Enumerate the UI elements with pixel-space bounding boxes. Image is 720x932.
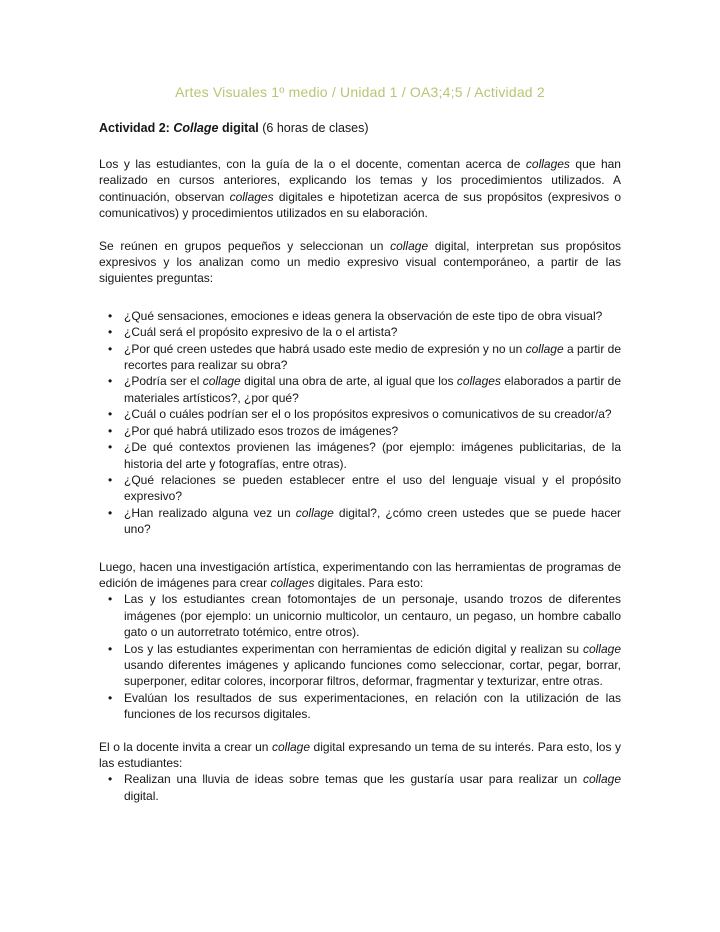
creation-steps-list — [99, 771, 621, 804]
question-item: • ¿Cuál o cuáles podrían ser el o los propósitos expresivos o comunicativos de su creador/a? — [99, 406, 621, 422]
activity-heading: Actividad 2: Collage digital (6 horas de clases) — [99, 121, 369, 135]
question-item: • ¿Por qué creen ustedes que habrá usado este medio de expresión y no un collage a partir de recortes para realizar su obra? — [99, 341, 621, 374]
questions-list — [99, 308, 621, 538]
creation-step-item: • Realizan una lluvia de ideas sobre temas que les gustaría usar para realizar un collage digital. — [99, 771, 621, 804]
research-step-item: • Evalúan los resultados de sus experimentaciones, en relación con la utilización de las funciones de los recursos digitales. — [99, 690, 621, 723]
question-item: • ¿De qué contextos provienen las imágenes? (por ejemplo: imágenes publicitarias, de la historia del arte y fotografías, entre otras). — [99, 439, 621, 472]
document-title: Artes Visuales 1º medio / Unidad 1 / OA3;4;5 / Actividad 2 — [175, 84, 545, 100]
research-step-item: • Los y las estudiantes experimentan con herramientas de edición digital y realizan su collage usando diferentes imágenes y aplicando funciones como seleccionar, cortar, pegar, borrar, superponer, editar colores, incorporar filtros, deformar, fragmentar y texturizar, entre otras. — [99, 641, 621, 690]
paragraph-group-work: Se reúnen en grupos pequeños y seleccionan un collage digital, interpretan sus propósitos expresivos y los analizan como un medio expresivo visual contemporáneo, a partir de las siguientes preguntas: — [99, 238, 621, 286]
question-item: • ¿Qué relaciones se pueden establecer entre el uso del lenguaje visual y el propósito expresivo? — [99, 472, 621, 505]
question-item: • ¿Por qué habrá utilizado esos trozos de imágenes? — [99, 423, 621, 439]
paragraph-teacher-invite: El o la docente invita a crear un collage digital expresando un tema de su interés. Para esto, los y las estudiantes: — [99, 739, 622, 770]
question-item: • ¿Han realizado alguna vez un collage digital?, ¿cómo creen ustedes que se puede hacer uno? — [99, 505, 621, 538]
paragraph-research-intro: Luego, hacen una investigación artística, experimentando con las herramientas de programas de edición de imágenes para crear collages digitales. Para esto: — [99, 559, 621, 590]
question-item: • ¿Qué sensaciones, emociones e ideas genera la observación de este tipo de obra visual? — [99, 308, 621, 324]
research-steps-list — [99, 591, 621, 722]
paragraph-intro: Los y las estudiantes, con la guía de la o el docente, comentan acerca de collages que han realizado en cursos anteriores, explicando los temas y los procedimientos utilizados. A continuación, observan collages digitales e hipotetizan acerca de sus propósitos (expresivos o comunicativos) y procedimientos utilizados en su elaboración. — [99, 157, 621, 221]
question-item: • ¿Podría ser el collage digital una obra de arte, al igual que los collages elaborados a partir de materiales artísticos?, ¿por qué? — [99, 373, 621, 406]
research-step-item: • Las y los estudiantes crean fotomontajes de un personaje, usando trozos de diferentes imágenes (por ejemplo: un unicornio multicolor, un centauro, un pegaso, un hombre caballo gato o un autorretrato totémico, entre otros). — [99, 591, 621, 640]
question-item: • ¿Cuál será el propósito expresivo de la o el artista? — [99, 324, 621, 340]
